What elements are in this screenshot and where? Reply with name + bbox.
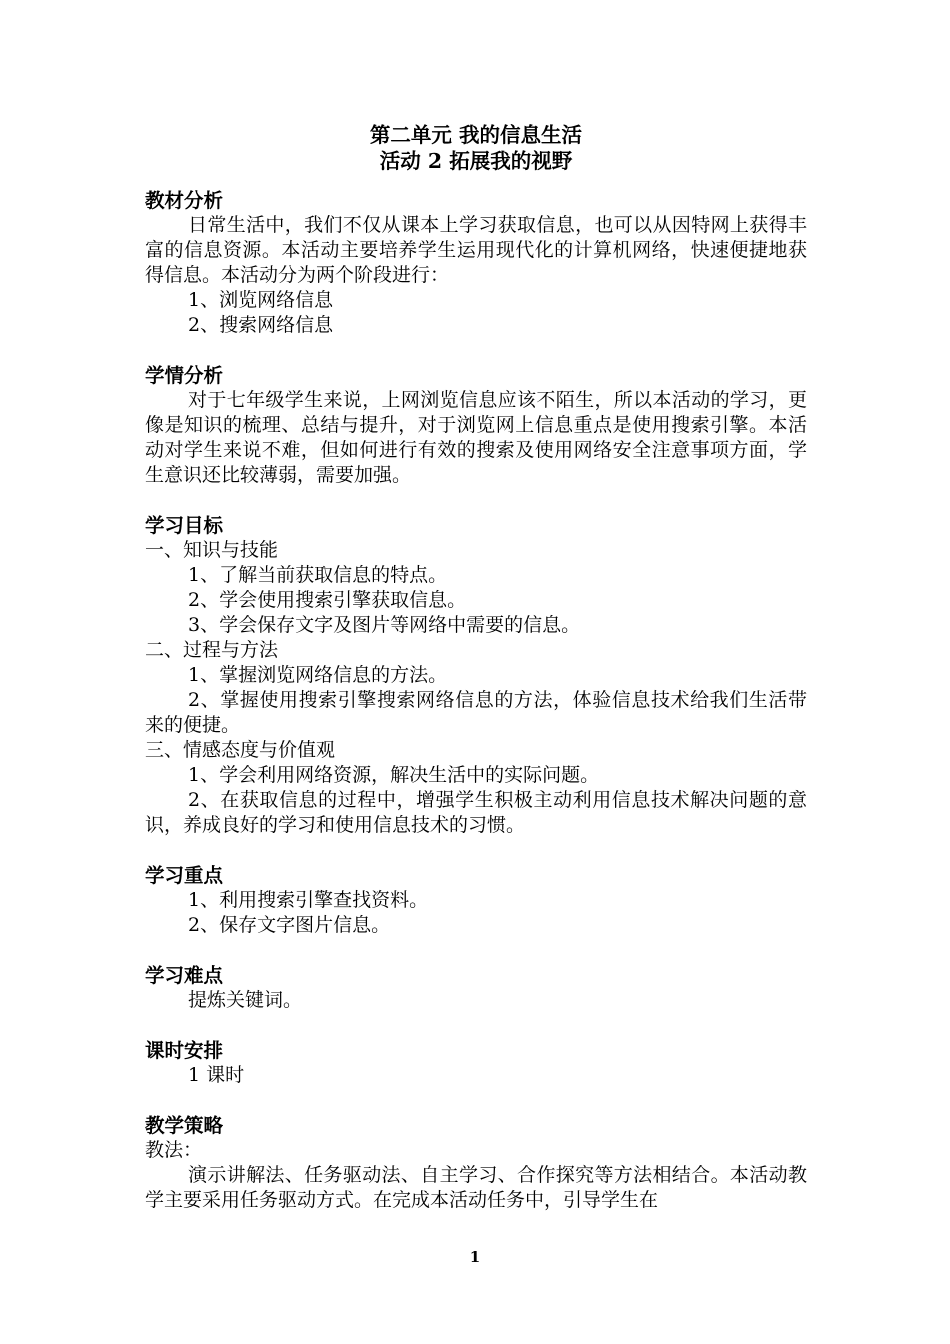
schedule-text: 1 课时 [188,1064,245,1086]
goals-attitude-paragraph: 2、在获取信息的过程中，增强学生积极主动利用信息技术解决问题的意识，养成良好的学习和使用信息技术的习惯。 [145,789,807,836]
goals-subheading-attitude: 三、情感态度与价值观 [145,739,336,761]
goals-subheading-knowledge: 一、知识与技能 [145,539,279,561]
difficulties-text: 提炼关键词。 [188,989,303,1011]
students-heading: 学情分析 [145,364,224,387]
document-body [145,122,807,1213]
list-item: 2、保存文字图片信息。 [188,914,391,936]
strategy-paragraph: 演示讲解法、任务驱动法、自主学习、合作探究等方法相结合。本活动教学主要采用任务驱动方式。在完成本活动任务中，引导学生在 [145,1164,807,1211]
goals-process-paragraph: 2、掌握使用搜索引擎搜索网络信息的方法，体验信息技术给我们生活带来的便捷。 [145,689,807,736]
materials-heading: 教材分析 [145,189,224,212]
key-points-heading: 学习重点 [145,864,224,887]
strategy-label: 教法： [145,1139,203,1161]
page-number: 1 [469,1248,481,1266]
goals-heading: 学习目标 [145,514,224,537]
activity-title: 活动 2 拓展我的视野 [379,149,573,173]
list-item: 1、利用搜索引擎查找资料。 [188,889,429,911]
students-paragraph: 对于七年级学生来说，上网浏览信息应该不陌生，所以本活动的学习，更像是知识的梳理、总结与提升，对于浏览网上信息重点是使用搜索引擎。本活动对学生来说不难，但如何进行有效的搜索及使用网络安全注意事项方面，学生意识还比较薄弱，需要加强。 [145,389,807,486]
list-item: 2、学会使用搜索引擎获取信息。 [188,589,467,611]
list-item: 3、学会保存文字及图片等网络中需要的信息。 [188,614,581,636]
unit-title: 第二单元 我的信息生活 [369,123,583,147]
strategy-heading: 教学策略 [145,1114,224,1137]
list-item: 1、学会利用网络资源，解决生活中的实际问题。 [188,764,600,786]
list-item: 2、搜索网络信息 [188,314,334,336]
schedule-heading: 课时安排 [145,1039,224,1062]
list-item: 1、了解当前获取信息的特点。 [188,564,448,586]
list-item: 1、掌握浏览网络信息的方法。 [188,664,448,686]
goals-subheading-process: 二、过程与方法 [145,639,279,661]
list-item: 1、浏览网络信息 [188,289,334,311]
materials-paragraph: 日常生活中，我们不仅从课本上学习获取信息，也可以从因特网上获得丰富的信息资源。本活动主要培养学生运用现代化的计算机网络，快速便捷地获得信息。本活动分为两个阶段进行： [145,214,807,286]
difficulties-heading: 学习难点 [145,964,224,987]
